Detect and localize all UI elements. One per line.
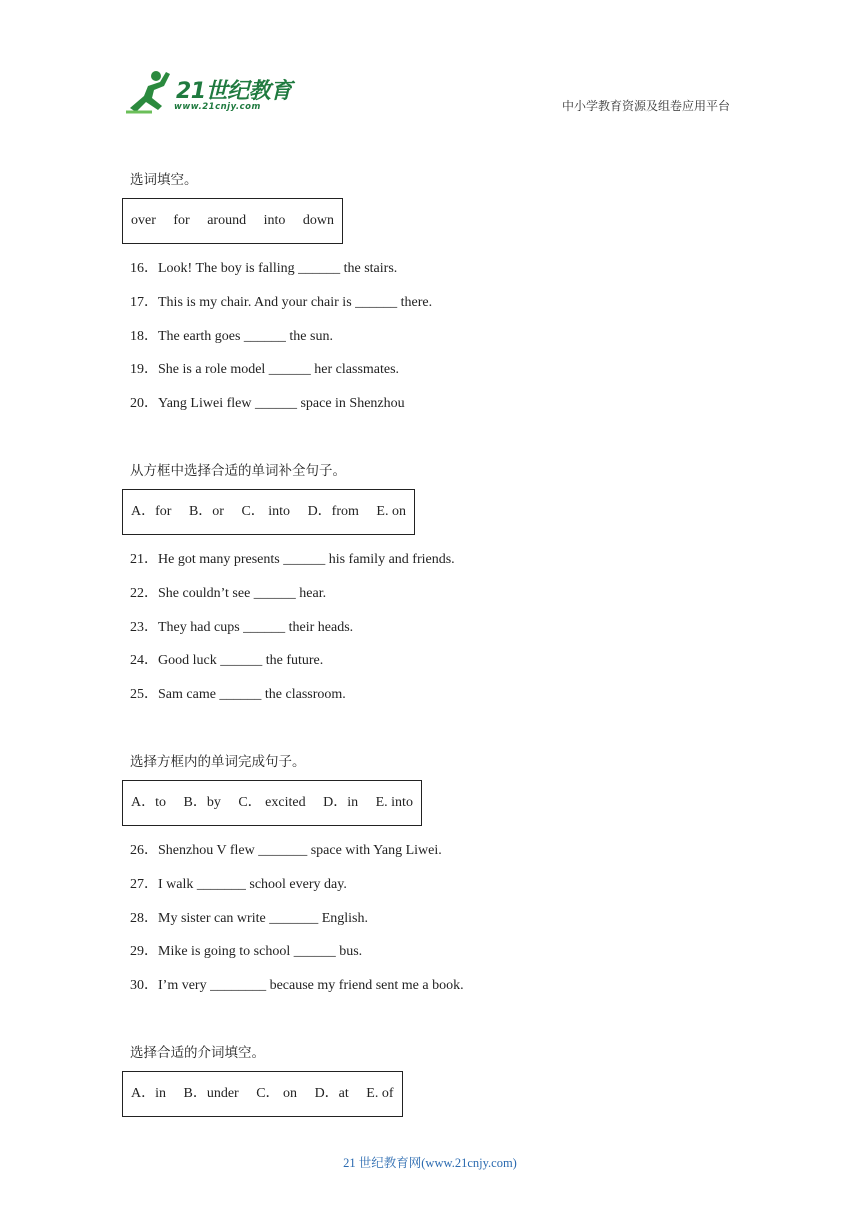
- word-option: D．in: [323, 794, 359, 810]
- section-3: [130, 752, 750, 1003]
- word-option: A．for: [131, 503, 172, 519]
- word-option: C． on: [256, 1085, 298, 1101]
- word-option: B．or: [188, 503, 224, 519]
- question-item: 29．Mike is going to school ______ bus.: [130, 944, 363, 960]
- word-option: D．at: [314, 1085, 349, 1101]
- section-4: [130, 1043, 750, 1125]
- logo: [122, 68, 292, 116]
- question-item: 30．I’m very ________ because my friend sent me a book.: [130, 978, 464, 994]
- exercise-content: [130, 170, 750, 1125]
- question-item: 17．This is my chair. And your chair is ______ there.: [130, 294, 433, 310]
- question-item: 23．They had cups ______ their heads.: [130, 619, 354, 635]
- word-option: C． excited: [238, 794, 306, 810]
- question-item: 18．The earth goes ______ the sun.: [130, 328, 333, 344]
- question-list: [130, 252, 750, 421]
- question-item: 26．Shenzhou V flew _______ space with Yang Liwei.: [130, 842, 442, 858]
- question-item: 21．He got many presents ______ his family and friends.: [130, 551, 455, 567]
- question-item: 28．My sister can write _______ English.: [130, 910, 368, 926]
- word-box: [122, 489, 415, 535]
- word-option: A．to: [131, 794, 166, 810]
- logo-text: 21世纪教育: [176, 79, 292, 104]
- word-option: A．in: [131, 1085, 166, 1101]
- section-title: 选择合适的介词填空。: [130, 1044, 265, 1061]
- section-title: 选择方框内的单词完成句子。: [130, 753, 306, 770]
- logo-url: www.21cnjy.com: [174, 102, 261, 112]
- word-option: into: [263, 213, 286, 228]
- word-option: B．under: [183, 1085, 239, 1101]
- section-1: [130, 170, 750, 421]
- word-option: D．from: [307, 503, 359, 519]
- question-item: 16．Look! The boy is falling ______ the stairs.: [130, 261, 398, 276]
- word-option: B．by: [183, 794, 221, 810]
- question-item: 27．I walk _______ school every day.: [130, 876, 347, 892]
- runner-logo-icon: [122, 68, 178, 116]
- question-list: [130, 834, 750, 1003]
- word-option: C． into: [241, 503, 291, 519]
- word-box: [122, 1071, 403, 1117]
- word-option: down: [302, 213, 335, 228]
- question-item: 19．She is a role model ______ her classmates.: [130, 362, 400, 378]
- question-item: 20．Yang Liwei flew ______ space in Shenzhou: [130, 396, 405, 412]
- word-box: [122, 780, 422, 826]
- question-item: 25．Sam came ______ the classroom.: [130, 687, 346, 703]
- question-item: 22．She couldn’t see ______ hear.: [130, 585, 327, 601]
- word-option: for: [173, 213, 190, 228]
- word-option: over: [131, 213, 156, 228]
- word-option: E. into: [375, 794, 413, 810]
- word-option: E. on: [376, 503, 406, 519]
- page-header: [0, 0, 860, 130]
- section-title: 选词填空。: [130, 172, 198, 188]
- section-2: [130, 461, 750, 712]
- question-list: [130, 543, 750, 712]
- word-option: E. of: [366, 1085, 394, 1101]
- page-footer: 21 世纪教育网(www.21cnjy.com): [343, 1156, 517, 1170]
- header-platform-text: 中小学教育资源及组卷应用平台: [561, 99, 730, 113]
- section-title: 从方框中选择合适的单词补全句子。: [130, 462, 346, 479]
- word-option: around: [207, 213, 247, 228]
- question-item: 24．Good luck ______ the future.: [130, 653, 324, 669]
- word-box: [122, 198, 343, 244]
